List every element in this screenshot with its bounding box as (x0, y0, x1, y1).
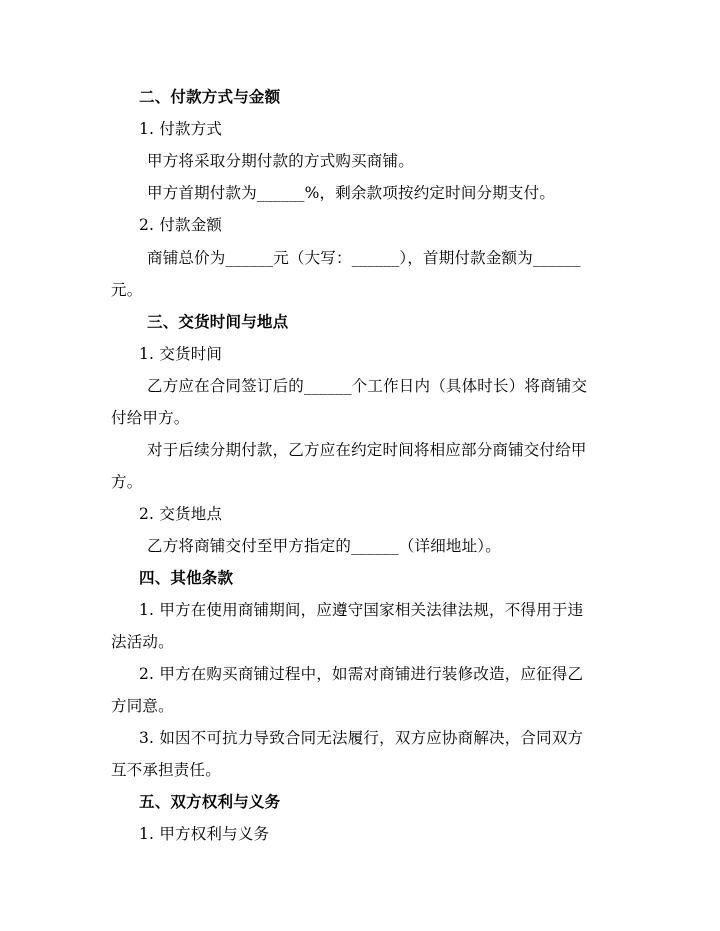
section-2-subsection-1-title: 1. 付款方式 (139, 120, 223, 138)
section-2-subsection-1-paragraph-2: 甲方首期付款为______%，剩余款项按约定时间分期支付。 (147, 184, 556, 202)
section-4-item-3-line-2: 互不承担责任。 (111, 761, 221, 779)
section-2-heading: 二、付款方式与金额 (139, 88, 281, 106)
section-4-item-2-line-1: 2. 甲方在购买商铺过程中，如需对商铺进行装修改造，应征得乙 (139, 665, 584, 683)
section-2-subsection-2-paragraph-line-2: 元。 (111, 281, 143, 299)
section-4-heading: 四、其他条款 (139, 569, 234, 587)
section-3-subsection-1-paragraph-1-line-2: 付给甲方。 (111, 409, 190, 427)
section-2-subsection-2-paragraph-line-1: 商铺总价为______元（大写：______），首期付款金额为______ (147, 249, 581, 267)
section-3-subsection-1-paragraph-2-line-1: 对于后续分期付款，乙方应在约定时间将相应部分商铺交付给甲 (147, 441, 587, 459)
section-5-subsection-1-title: 1. 甲方权利与义务 (139, 825, 270, 843)
section-4-item-1-line-1: 1. 甲方在使用商铺期间，应遵守国家相关法律法规，不得用于违 (139, 601, 584, 619)
section-4-item-3-line-1: 3. 如因不可抗力导致合同无法履行，双方应协商解决，合同双方 (139, 729, 584, 747)
section-2-subsection-1-paragraph-1: 甲方将采取分期付款的方式购买商铺。 (147, 152, 414, 170)
section-3-subsection-1-title: 1. 交货时间 (139, 345, 223, 363)
section-2-subsection-2-title: 2. 付款金额 (139, 216, 223, 234)
section-3-heading: 三、交货时间与地点 (147, 313, 289, 331)
section-3-subsection-2-paragraph: 乙方将商铺交付至甲方指定的______（详细地址）。 (147, 537, 501, 555)
section-4-item-2-line-2: 方同意。 (111, 697, 174, 715)
section-3-subsection-2-title: 2. 交货地点 (139, 505, 223, 523)
section-5-heading: 五、双方权利与义务 (139, 793, 281, 811)
section-4-item-1-line-2: 法活动。 (111, 633, 174, 651)
section-3-subsection-1-paragraph-2-line-2: 方。 (111, 473, 143, 491)
section-3-subsection-1-paragraph-1-line-1: 乙方应在合同签订后的______个工作日内（具体时长）将商铺交 (147, 377, 588, 395)
